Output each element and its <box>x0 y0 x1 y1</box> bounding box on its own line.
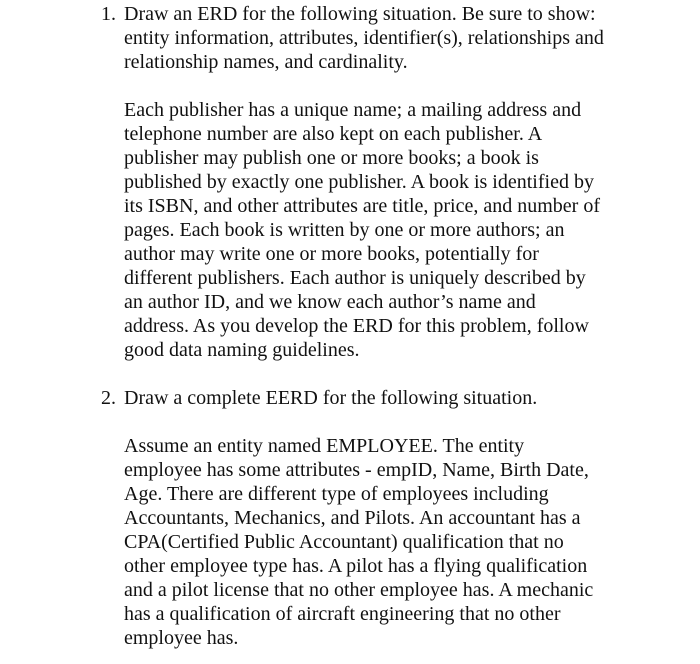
paragraph-line: publisher may publish one or more books; a book is <box>124 147 539 169</box>
paragraph-line: telephone number are also kept on each publisher. A <box>124 123 543 145</box>
paragraph-line: its ISBN, and other attributes are title, price, and number of <box>124 195 600 217</box>
question-prompt-line: Draw an ERD for the following situation. Be sure to show: <box>124 3 596 25</box>
paragraph-line: good data naming guidelines. <box>124 339 360 361</box>
question-prompt-line: entity information, attributes, identifier(s), relationships and <box>124 27 604 49</box>
paragraph-line: Accountants, Mechanics, and Pilots. An accountant has a <box>124 507 581 529</box>
paragraph-line: pages. Each book is written by one or more authors; an <box>124 219 565 241</box>
paragraph-line: an author ID, and we know each author’s name and <box>124 291 536 313</box>
paragraph-line: other employee type has. A pilot has a flying qualification <box>124 555 588 577</box>
paragraph-line: different publishers. Each author is uniquely described by <box>124 267 586 289</box>
paragraph-line: Age. There are different type of employees including <box>124 483 549 505</box>
paragraph-line: employee has. <box>124 627 239 649</box>
paragraph-line: employee has some attributes - empID, Name, Birth Date, <box>124 459 589 481</box>
paragraph-line: and a pilot license that no other employee has. A mechanic <box>124 579 594 601</box>
paragraph-line: Assume an entity named EMPLOYEE. The entity <box>124 435 525 457</box>
paragraph-line: has a qualification of aircraft engineering that no other <box>124 603 561 625</box>
question-prompt-line: Draw a complete EERD for the following situation. <box>124 387 538 409</box>
paragraph-line: published by exactly one publisher. A book is identified by <box>124 171 594 193</box>
paragraph-line: address. As you develop the ERD for this problem, follow <box>124 315 589 337</box>
question-prompt-line: relationship names, and cardinality. <box>124 51 408 73</box>
paragraph-line: CPA(Certified Public Accountant) qualification that no <box>124 531 564 553</box>
paragraph-line: Each publisher has a unique name; a mailing address and <box>124 99 582 121</box>
question-number: 1. <box>101 3 116 25</box>
question-number: 2. <box>101 387 116 409</box>
paragraph-line: author may write one or more books, potentially for <box>124 243 539 265</box>
